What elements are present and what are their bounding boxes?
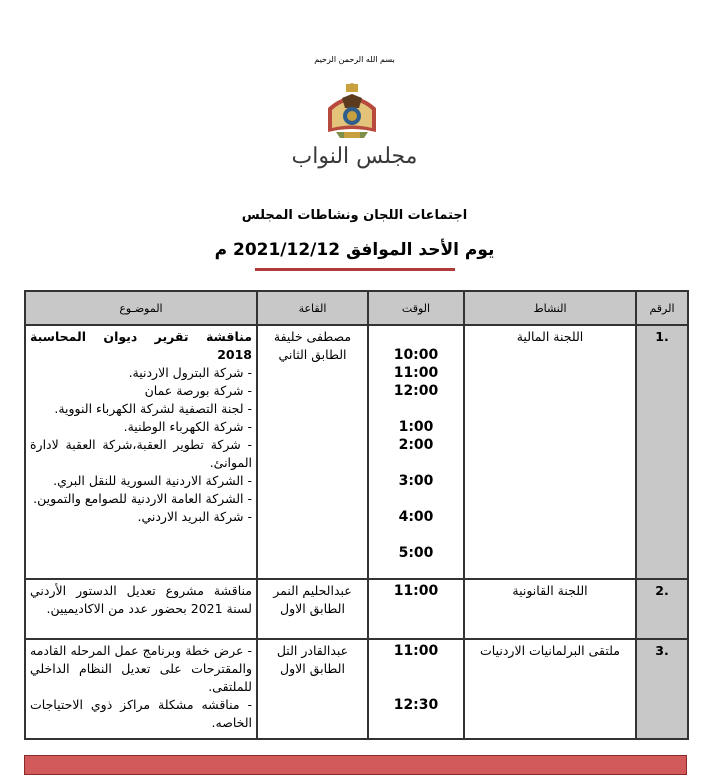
time-slot: 12:00 bbox=[393, 383, 439, 399]
time-slot: 3:00 bbox=[398, 473, 434, 489]
row-number: .3 bbox=[636, 639, 688, 739]
row-activity: اللجنة القانونية bbox=[464, 579, 636, 639]
row-hall bbox=[257, 325, 368, 579]
row-hall bbox=[257, 639, 368, 739]
schedule-table bbox=[24, 290, 689, 740]
row-topic bbox=[25, 579, 257, 639]
topic-line: - مناقشه مشكلة مراكز ذوي الاحتياجات الخاصه. bbox=[30, 697, 252, 730]
topic-line: - عرض خطة وبرنامج عمل المرحله القادمه والمقترحات على تعديل النظام الداخلي للملتقى. bbox=[30, 643, 252, 694]
column-header-number: الرقم bbox=[636, 291, 688, 325]
table-row bbox=[25, 579, 688, 639]
hall-floor: الطابق الاول bbox=[280, 661, 345, 676]
coat-of-arms-icon bbox=[322, 82, 382, 142]
column-header-activity: النشاط bbox=[464, 291, 636, 325]
hall-name: عبدالحليم النمر bbox=[273, 583, 352, 598]
hall-name: مصطفى خليفة bbox=[273, 329, 352, 344]
time-slot: 11:00 bbox=[393, 643, 439, 659]
time-slot: 5:00 bbox=[398, 545, 434, 561]
time-slot: 12:30 bbox=[393, 697, 439, 713]
time-slot: 10:00 bbox=[393, 347, 439, 363]
row-topic bbox=[25, 325, 257, 579]
column-header-hall: القاعة bbox=[257, 291, 368, 325]
time-slot: 11:00 bbox=[393, 583, 439, 599]
row-number: .2 bbox=[636, 579, 688, 639]
topic-line: - شركة الكهرباء الوطنية. bbox=[123, 419, 252, 434]
row-time bbox=[368, 325, 464, 579]
table-row bbox=[25, 639, 688, 739]
row-time bbox=[368, 579, 464, 639]
topic-line: - شركة البترول الاردنية. bbox=[128, 365, 252, 380]
time-slot: 4:00 bbox=[398, 509, 434, 525]
time-slot: 2:00 bbox=[398, 437, 434, 453]
page-subtitle: اجتماعات اللجان ونشاطات المجلس bbox=[241, 208, 468, 223]
time-slot: 1:00 bbox=[398, 419, 434, 435]
topic-line: - الشركة العامة الاردنية للصوامع والتموين. bbox=[33, 491, 252, 506]
hall-floor: الطابق الثاني bbox=[278, 347, 347, 362]
logo-text: مجلس النواب bbox=[291, 144, 418, 169]
topic-line: مناقشة مشروع تعديل الدستور الأردني لسنة 2021 بحضور عدد من الاكاديميين. bbox=[30, 583, 252, 616]
time-slot: 11:00 bbox=[393, 365, 439, 381]
topic-line: مناقشة تقرير ديوان المحاسبة 2018 bbox=[30, 329, 252, 362]
table-row bbox=[25, 325, 688, 579]
table-header-row bbox=[25, 291, 688, 325]
row-number: .1 bbox=[636, 325, 688, 579]
topic-line: - شركة البريد الاردني. bbox=[137, 509, 252, 524]
row-time bbox=[368, 639, 464, 739]
topic-line: - شركة تطوير العقبة،شركة العقبة لادارة الموانئ. bbox=[30, 437, 252, 470]
topic-line: - الشركة الاردنية السورية للنقل البري. bbox=[53, 473, 252, 488]
row-activity: ملتقى البرلمانيات الاردنيات bbox=[464, 639, 636, 739]
row-activity: اللجنة المالية bbox=[464, 325, 636, 579]
date-title: يوم الأحد الموافق 2021/12/12 م bbox=[214, 240, 495, 260]
footer-bar bbox=[24, 755, 687, 775]
column-header-time: الوقت bbox=[368, 291, 464, 325]
basmala: بسم الله الرحمن الرحيم bbox=[314, 55, 395, 64]
column-header-topic: الموضـوع bbox=[25, 291, 257, 325]
topic-line: - لجنة التصفية لشركة الكهرباء النووية. bbox=[54, 401, 252, 416]
row-topic bbox=[25, 639, 257, 739]
hall-name: عبدالقادر التل bbox=[276, 643, 349, 658]
row-hall bbox=[257, 579, 368, 639]
hall-floor: الطابق الاول bbox=[280, 601, 345, 616]
date-underline bbox=[255, 268, 455, 271]
topic-line: - شركة بورصة عمان bbox=[144, 383, 252, 398]
